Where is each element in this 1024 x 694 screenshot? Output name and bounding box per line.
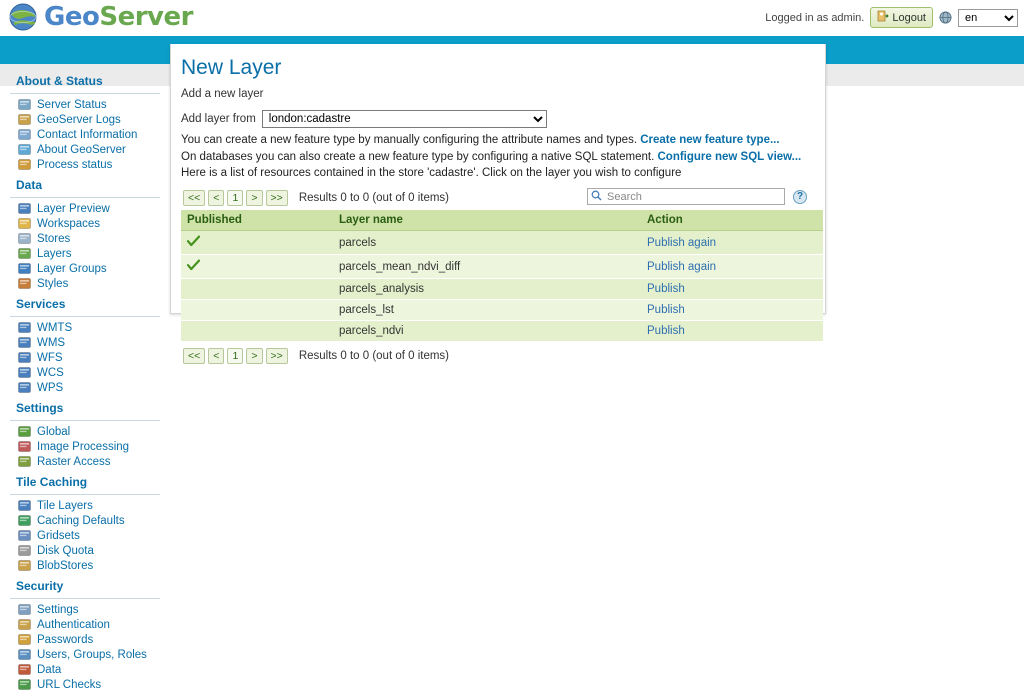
- publish-link[interactable]: Publish: [647, 283, 685, 296]
- sidebar-item-raster-access[interactable]: [10, 454, 160, 469]
- publish-link[interactable]: Publish again: [647, 236, 717, 249]
- logout-button[interactable]: [870, 7, 933, 28]
- contact-icon: [18, 128, 31, 141]
- disk-quota-icon: [18, 544, 31, 557]
- sidebar-divider: [10, 420, 160, 421]
- table-header-row: [181, 210, 823, 231]
- pager-bottom-prev-button[interactable]: <: [208, 348, 224, 364]
- sidebar-item-label[interactable]: Styles: [37, 277, 69, 290]
- sidebar-item-gridsets[interactable]: [10, 528, 160, 543]
- sidebar-item-label[interactable]: Server Status: [37, 98, 107, 111]
- page-subtitle: Add a new layer: [181, 88, 264, 100]
- sidebar-item-label[interactable]: WMS: [37, 336, 66, 349]
- language-select[interactable]: [958, 9, 1018, 27]
- cell-layer-name: parcels_ndvi: [333, 321, 641, 342]
- sidebar-item-label[interactable]: Image Processing: [37, 440, 130, 453]
- geoserver-logo[interactable]: [8, 2, 193, 32]
- cell-layer-name: parcels: [333, 231, 641, 255]
- sidebar-item-label[interactable]: Data: [37, 663, 62, 676]
- sidebar-item-stores[interactable]: [10, 231, 160, 246]
- sidebar-item-label[interactable]: Passwords: [37, 633, 94, 646]
- pager-bottom-first-button[interactable]: <<: [183, 348, 205, 364]
- sidebar-group-title: Services: [16, 297, 66, 311]
- cell-action: [641, 231, 823, 255]
- sidebar-item-label[interactable]: Tile Layers: [37, 499, 93, 512]
- cell-layer-name: parcels_lst: [333, 300, 641, 321]
- sidebar-item-label[interactable]: Stores: [37, 232, 71, 245]
- sidebar-item-label[interactable]: Users, Groups, Roles: [37, 648, 147, 661]
- configure-new-sql-view-link[interactable]: Configure new SQL view...: [657, 150, 802, 163]
- publish-link[interactable]: Publish again: [647, 260, 717, 273]
- sidebar-divider: [10, 93, 160, 94]
- sidebar-item-url-checks[interactable]: [10, 677, 160, 692]
- logout-label: Logout: [892, 11, 926, 24]
- cell-layer-name: parcels_analysis: [333, 279, 641, 300]
- sidebar-group-title: Security: [16, 579, 64, 593]
- sidebar-group: [10, 293, 160, 395]
- wps-icon: [18, 381, 31, 394]
- sidebar-divider: [10, 197, 160, 198]
- cell-published: [181, 279, 333, 300]
- url-checks-icon: [18, 678, 31, 691]
- pager-bottom: [183, 348, 811, 364]
- results-count-bottom: Results 0 to 0 (out of 0 items): [298, 350, 450, 363]
- cell-action: [641, 300, 823, 321]
- users-groups-roles-icon: [18, 648, 31, 661]
- cell-action: [641, 255, 823, 279]
- sidebar-item-disk-quota[interactable]: [10, 543, 160, 558]
- sidebar-item-process-status[interactable]: [10, 157, 160, 172]
- folder-icon: [18, 217, 31, 230]
- table-row[interactable]: [181, 300, 823, 321]
- sidebar-group-title: Tile Caching: [16, 475, 88, 489]
- sidebar-group-title: Settings: [16, 401, 64, 415]
- cell-action: [641, 279, 823, 300]
- sidebar-item-server-status[interactable]: [10, 97, 160, 112]
- sidebar-item-passwords[interactable]: [10, 632, 160, 647]
- help-text-block: [181, 132, 811, 182]
- raster-access-icon: [18, 455, 31, 468]
- sidebar-item-image-processing[interactable]: [10, 439, 160, 454]
- help-line-3: Here is a list of resources contained in the store 'cadastre'. Click on the layer you wish to configure: [181, 167, 682, 180]
- globe-logo-icon: [8, 2, 38, 32]
- check-icon: [187, 235, 199, 247]
- pager-bottom-page-1-button[interactable]: 1: [227, 348, 243, 364]
- table-row[interactable]: [181, 231, 823, 255]
- preview-icon: [18, 202, 31, 215]
- brand-server: Server: [99, 2, 193, 32]
- login-area: [765, 7, 1018, 28]
- sidebar-item-geoserver-logs[interactable]: [10, 112, 160, 127]
- authentication-icon: [18, 618, 31, 631]
- sidebar-item-label[interactable]: Layers: [37, 247, 72, 260]
- table-row[interactable]: [181, 255, 823, 279]
- help-line-2: [181, 149, 811, 166]
- sidebar-item-layer-preview[interactable]: [10, 201, 160, 216]
- page-header: [0, 0, 1024, 36]
- create-new-feature-type-link[interactable]: Create new feature type...: [640, 134, 780, 146]
- layers-icon: [18, 247, 31, 260]
- sidebar-item-label[interactable]: Disk Quota: [37, 544, 94, 557]
- sidebar-item-label[interactable]: Process status: [37, 158, 113, 171]
- cell-published: [181, 300, 333, 321]
- sidebar-item-label[interactable]: WPS: [37, 381, 64, 394]
- page-title: New Layer: [181, 56, 282, 79]
- cell-published: [181, 255, 333, 279]
- sidebar-item-label[interactable]: BlobStores: [37, 559, 94, 572]
- check-icon: [187, 259, 199, 271]
- sidebar-item-label[interactable]: Raster Access: [37, 455, 111, 468]
- sidebar-item-tile-layers[interactable]: [10, 498, 160, 513]
- store-select[interactable]: [262, 110, 547, 128]
- sidebar-item-wps[interactable]: [10, 380, 160, 395]
- wmts-icon: [18, 321, 31, 334]
- help-line-1: [181, 132, 811, 149]
- status-icon: [18, 98, 31, 111]
- wcs-icon: [18, 366, 31, 379]
- column-header-action: Action: [641, 210, 823, 231]
- sidebar: [0, 70, 168, 694]
- pager-bottom-next-button[interactable]: >: [246, 348, 262, 364]
- column-header-layer-name[interactable]: Layer name: [333, 210, 641, 231]
- layer-groups-icon: [18, 262, 31, 275]
- sidebar-item-label[interactable]: Contact Information: [37, 128, 138, 141]
- sidebar-item-label[interactable]: Authentication: [37, 618, 110, 631]
- results-count-top: Results 0 to 0 (out of 0 items): [298, 192, 450, 205]
- table-row[interactable]: [181, 321, 823, 342]
- sidebar-item-settings[interactable]: [10, 602, 160, 617]
- pager-next-button[interactable]: >: [246, 190, 262, 206]
- language-globe-icon: [939, 11, 952, 24]
- sidebar-item-users-groups-roles[interactable]: [10, 647, 160, 662]
- help-line-1-text: You can create a new feature type by manually configuring the attribute names and types.: [181, 134, 641, 146]
- publish-link[interactable]: Publish: [647, 325, 685, 338]
- add-layer-from-row: [181, 110, 811, 128]
- process-icon: [18, 158, 31, 171]
- pager-page-1-button[interactable]: 1: [227, 190, 243, 206]
- sidebar-item-label[interactable]: WMTS: [37, 321, 73, 334]
- sidebar-group: [10, 70, 160, 172]
- sidebar-item-label[interactable]: About GeoServer: [37, 143, 126, 156]
- passwords-icon: [18, 633, 31, 646]
- sidebar-group-title: Data: [16, 178, 43, 192]
- sidebar-item-data[interactable]: [10, 662, 160, 677]
- wfs-icon: [18, 351, 31, 364]
- sidebar-item-workspaces[interactable]: [10, 216, 160, 231]
- sidebar-item-wcs[interactable]: [10, 365, 160, 380]
- wms-icon: [18, 336, 31, 349]
- pager-first-button[interactable]: <<: [183, 190, 205, 206]
- sidebar-item-layers[interactable]: [10, 246, 160, 261]
- info-icon: [18, 143, 31, 156]
- sidebar-item-label[interactable]: URL Checks: [37, 678, 102, 691]
- brand-title: [44, 2, 193, 32]
- tile-layers-icon: [18, 499, 31, 512]
- blobstores-icon: [18, 559, 31, 572]
- logged-in-label: Logged in as admin.: [765, 11, 865, 24]
- log-icon: [18, 113, 31, 126]
- layers-table: [181, 210, 823, 342]
- logout-icon: [877, 10, 889, 25]
- publish-link[interactable]: Publish: [647, 304, 685, 317]
- sidebar-group: [10, 174, 160, 291]
- column-header-published[interactable]: Published: [181, 210, 333, 231]
- image-processing-icon: [18, 440, 31, 453]
- cell-action: [641, 321, 823, 342]
- sidebar-group: [10, 471, 160, 573]
- sidebar-item-label[interactable]: Workspaces: [37, 217, 101, 230]
- table-row[interactable]: [181, 279, 823, 300]
- cell-published: [181, 231, 333, 255]
- pager-last-button[interactable]: >>: [266, 190, 288, 206]
- sidebar-item-label[interactable]: WFS: [37, 351, 63, 364]
- pager-bottom-last-button[interactable]: >>: [266, 348, 288, 364]
- sidebar-item-label[interactable]: Layer Preview: [37, 202, 110, 215]
- add-layer-from-label: Add layer from: [181, 113, 256, 125]
- cell-published: [181, 321, 333, 342]
- sidebar-item-styles[interactable]: [10, 276, 160, 291]
- sidebar-item-label[interactable]: Gridsets: [37, 529, 80, 542]
- sidebar-item-global[interactable]: [10, 424, 160, 439]
- pager-top: [183, 190, 811, 206]
- sidebar-item-caching-defaults[interactable]: [10, 513, 160, 528]
- sidebar-group: [10, 575, 160, 692]
- help-icon[interactable]: ?: [793, 190, 807, 204]
- store-icon: [18, 232, 31, 245]
- sidebar-item-authentication[interactable]: [10, 617, 160, 632]
- new-layer-panel: [170, 44, 826, 363]
- security-settings-icon: [18, 603, 31, 616]
- globe-settings-icon: [18, 425, 31, 438]
- sidebar-divider: [10, 316, 160, 317]
- data-security-icon: [18, 663, 31, 676]
- sidebar-group-title: About & Status: [16, 74, 103, 88]
- sidebar-item-blobstores[interactable]: [10, 558, 160, 573]
- styles-icon: [18, 277, 31, 290]
- pager-prev-button[interactable]: <: [208, 190, 224, 206]
- sidebar-item-label[interactable]: WCS: [37, 366, 64, 379]
- caching-defaults-icon: [18, 514, 31, 527]
- sidebar-divider: [10, 494, 160, 495]
- sidebar-item-label[interactable]: Layer Groups: [37, 262, 107, 275]
- sidebar-group: [10, 397, 160, 469]
- sidebar-item-contact-information[interactable]: [10, 127, 160, 142]
- sidebar-item-label[interactable]: Global: [37, 425, 71, 438]
- sidebar-item-wms[interactable]: [10, 335, 160, 350]
- brand-geo: Geo: [44, 2, 100, 32]
- sidebar-item-about-geoserver[interactable]: [10, 142, 160, 157]
- help-line-2-text: On databases you can also create a new feature type by configuring a native SQL statement.: [181, 150, 658, 163]
- gridsets-icon: [18, 529, 31, 542]
- search-box[interactable]: [587, 188, 785, 205]
- sidebar-divider: [10, 598, 160, 599]
- sidebar-item-layer-groups[interactable]: [10, 261, 160, 276]
- search-icon: [591, 190, 602, 204]
- search-input[interactable]: [605, 190, 781, 204]
- sidebar-item-wmts[interactable]: [10, 320, 160, 335]
- sidebar-item-label[interactable]: Settings: [37, 603, 79, 616]
- cell-layer-name: parcels_mean_ndvi_diff: [333, 255, 641, 279]
- sidebar-item-label[interactable]: GeoServer Logs: [37, 113, 121, 126]
- sidebar-item-wfs[interactable]: [10, 350, 160, 365]
- sidebar-item-label[interactable]: Caching Defaults: [37, 514, 125, 527]
